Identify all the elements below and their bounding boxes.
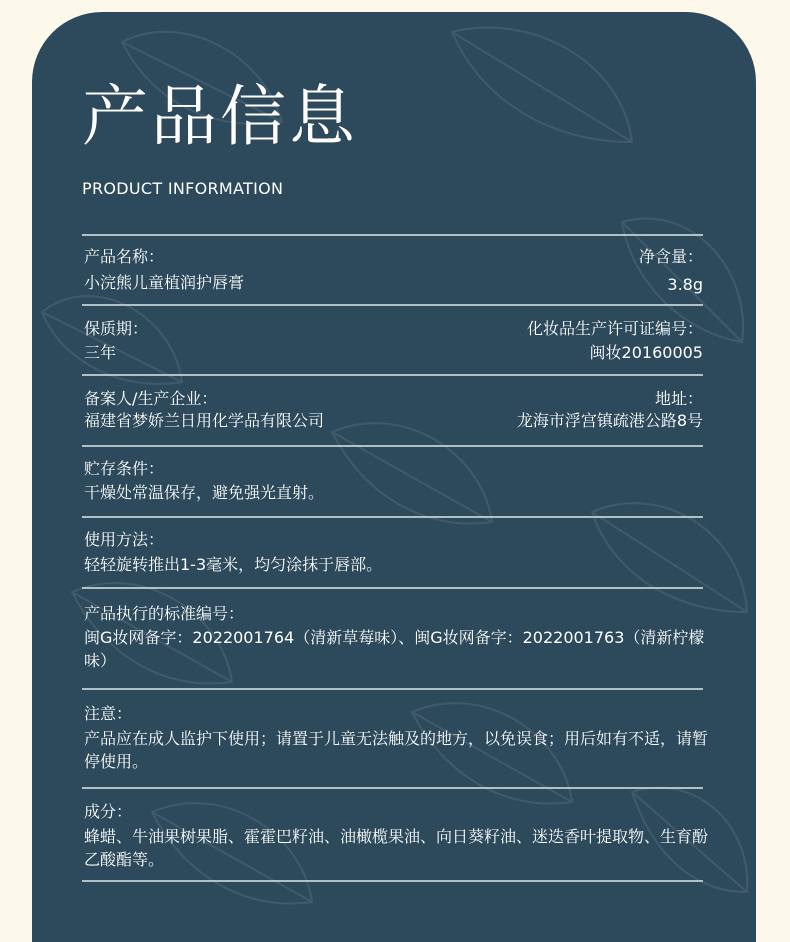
divider	[82, 374, 703, 376]
address-label: 地址：	[654, 389, 703, 408]
usage-value: 轻轻旋转推出1-3毫米，均匀涂抹于唇部。	[84, 555, 383, 574]
product-info-panel	[32, 12, 756, 942]
storage-value: 干燥处常温保存，避免强光直射。	[84, 483, 325, 502]
ingredients-value: 蜂蜡、牛油果树果脂、霍霍巴籽油、油橄榄果油、向日葵籽油、迷迭香叶提取物、生育酚乙酸酯等。	[84, 827, 709, 869]
address-value: 龙海市浮宫镇疏港公路8号	[516, 411, 703, 430]
product-name-label: 产品名称：	[84, 247, 165, 266]
divider	[82, 587, 703, 589]
page-subtitle: PRODUCT INFORMATION	[82, 179, 284, 198]
divider	[82, 304, 703, 306]
storage-label: 贮存条件：	[84, 459, 165, 478]
product-name-value: 小浣熊儿童植润护唇膏	[84, 273, 245, 292]
shelf-life-value: 三年	[84, 343, 117, 362]
page-title: 产品信息	[82, 78, 358, 155]
divider	[82, 516, 703, 518]
caution-value: 产品应在成人监护下使用；请置于儿童无法触及的地方，以免误食；用后如有不适，请暂停使用。	[84, 729, 709, 771]
ingredients-label: 成分：	[84, 802, 133, 821]
divider	[82, 445, 703, 447]
divider	[82, 787, 703, 789]
standard-number-label: 产品执行的标准编号：	[84, 604, 245, 623]
usage-label: 使用方法：	[84, 530, 165, 549]
caution-label: 注意：	[84, 704, 133, 723]
license-number-value: 闽妆20160005	[589, 343, 703, 362]
net-content-value: 3.8g	[667, 275, 703, 294]
manufacturer-label: 备案人/生产企业：	[84, 389, 218, 408]
license-number-label: 化妆品生产许可证编号：	[526, 319, 703, 338]
divider	[82, 234, 703, 236]
divider	[82, 688, 703, 690]
standard-number-value: 闽G妆网备字：2022001764（清新草莓味）、闽G妆网备字：2022001763（清新柠檬味）	[84, 628, 705, 670]
shelf-life-label: 保质期：	[84, 319, 149, 338]
net-content-label: 净含量：	[638, 247, 703, 266]
manufacturer-value: 福建省梦娇兰日用化学品有限公司	[84, 411, 325, 430]
divider	[82, 880, 703, 882]
